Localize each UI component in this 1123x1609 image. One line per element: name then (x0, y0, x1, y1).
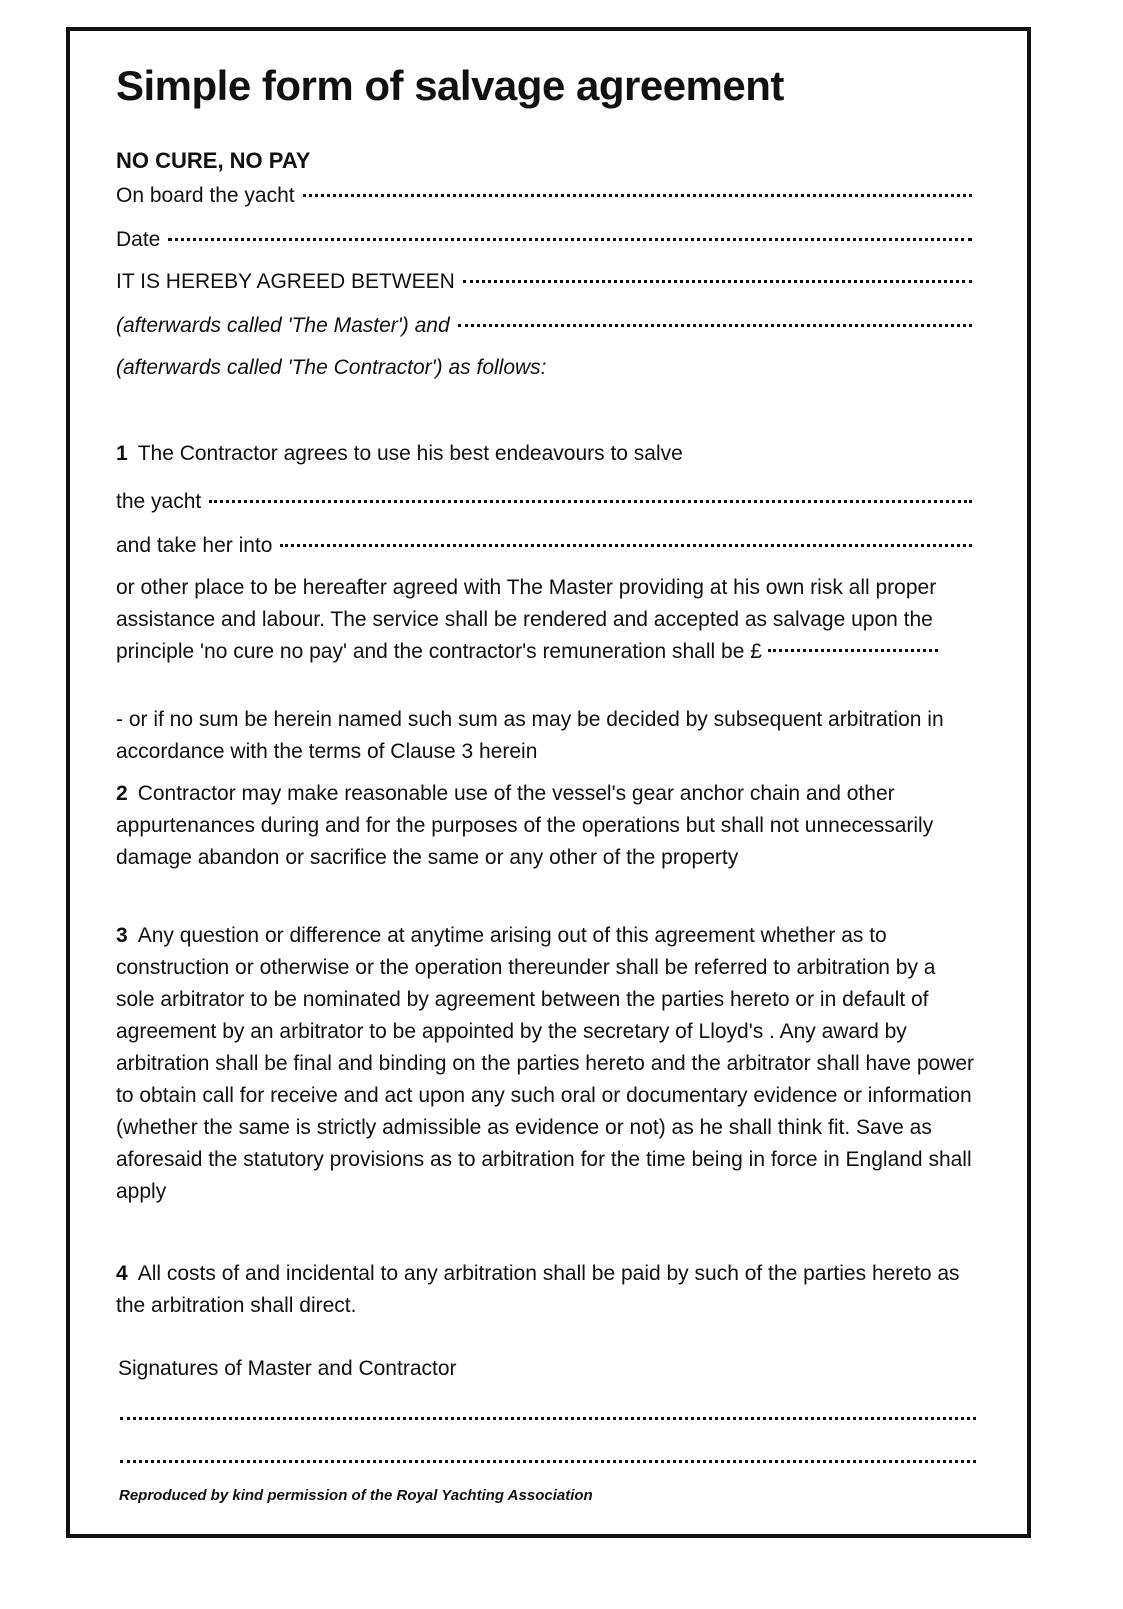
take-into-dots (280, 544, 972, 547)
clause-1-number: 1 (116, 442, 128, 465)
clause-4-text: All costs of and incidental to any arbitration shall be paid by such of the parties hereto as the arbitration shall direct. (116, 1262, 960, 1317)
master-field[interactable] (116, 312, 972, 340)
clause-1-intro-text: The Contractor agrees to use his best endeavours to salve (137, 442, 683, 465)
yacht-field[interactable] (116, 182, 972, 210)
credit-line: Reproduced by kind permission of the Royal Yachting Association (119, 1487, 593, 1504)
clause-1-intro (116, 440, 683, 468)
agreed-between-dots (463, 280, 972, 283)
salve-yacht-dots (209, 500, 972, 503)
yacht-field-dots (303, 194, 972, 197)
clause-3-text: Any question or difference at anytime arising out of this agreement whether as to construction or otherwise or the operation thereunder shall be referred to arbitration by a sole arbitrator to be nominated by agreement between the parties hereto or in default of agreement by an arbitrator to be appointed by the secretary of Lloyd's . Any award by arbitration shall be final and binding on the parties hereto and the arbitrator shall have power to obtain call for receive and act upon any such oral or documentary evidence or information (whether the same is strictly admissible as evidence or not) as he shall think fit. Save as aforesaid the statutory provisions as to arbitration for the time being in force in England shall apply (116, 924, 975, 1203)
signatures-label: Signatures of Master and Contractor (118, 1357, 457, 1380)
page-title: Simple form of salvage agreement (116, 62, 784, 109)
agreed-between-field[interactable] (116, 268, 972, 296)
date-field-dots (168, 238, 972, 241)
salve-yacht-label: the yacht (116, 490, 202, 513)
clause-4 (116, 1258, 976, 1322)
signature-line-master[interactable] (120, 1417, 976, 1420)
agreed-between-label: IT IS HEREBY AGREED BETWEEN (116, 270, 455, 293)
clause-2-text: Contractor may make reasonable use of the vessel's gear anchor chain and other appurtenances during and for the purposes of the operations but shall not unnecessarily damage abandon or sacrifice the same or any other of the property (116, 782, 934, 869)
master-field-dots (458, 324, 972, 327)
take-into-label: and take her into (116, 534, 273, 557)
clause-1-alternative: - or if no sum be herein named such sum as may be decided by subsequent arbitration in accordance with the terms of Clause 3 herein (116, 708, 944, 763)
yacht-field-label: On board the yacht (116, 184, 295, 207)
salve-yacht-field[interactable] (116, 488, 972, 516)
remuneration-field[interactable] (768, 649, 938, 652)
clause-4-number: 4 (116, 1262, 128, 1285)
master-field-label: (afterwards called 'The Master') and (116, 314, 450, 337)
clause-2 (116, 778, 976, 874)
contractor-label: (afterwards called 'The Contractor') as follows: (116, 356, 547, 379)
date-field[interactable] (116, 226, 972, 254)
page-subtitle: NO CURE, NO PAY (116, 148, 311, 173)
clause-1-body-text: or other place to be hereafter agreed with The Master providing at his own risk all proper assistance and labour. The service shall be rendered and accepted as salvage upon the principle 'no cure no pay' and the contractor's remuneration shall be £ (116, 576, 937, 663)
clause-3 (116, 920, 976, 1208)
take-into-field[interactable] (116, 532, 972, 560)
clause-3-number: 3 (116, 924, 128, 947)
clause-1-body (116, 572, 976, 668)
signature-line-contractor[interactable] (120, 1460, 976, 1463)
clause-2-number: 2 (116, 782, 128, 805)
date-field-label: Date (116, 228, 161, 251)
